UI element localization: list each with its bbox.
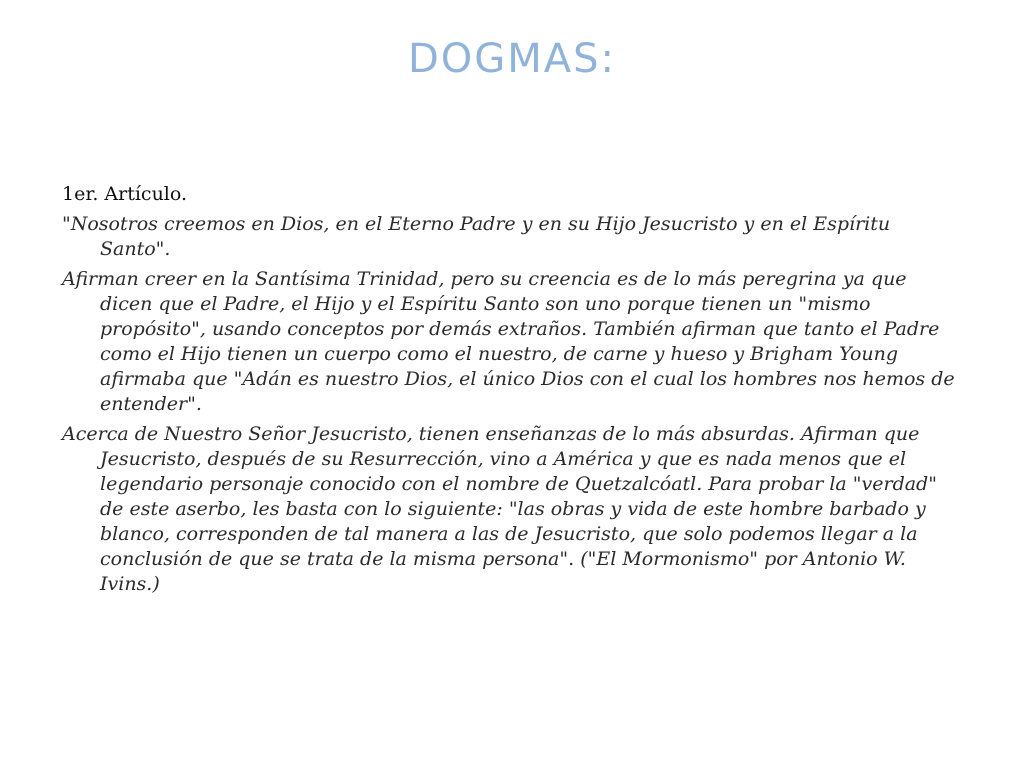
paragraph-trinity: Afirman creer en la Santísima Trinidad, pero su creencia es de lo más peregrina ya que dicen que el Padre, el Hijo y el Espíritu Santo son uno porque tienen un "mismo propósito", usando conceptos por demás extraños. También afirman que tanto el Padre como el Hijo tienen un cuerpo como el nuestro, de carne y hueso y Brigham Young afirmaba que "Adán es nuestro Dios, el único Dios con el cual los hombres nos hemos de entender".: [62, 268, 955, 415]
paragraph-creed: "Nosotros creemos en Dios, en el Eterno Padre y en su Hijo Jesucristo y en el Espíritu Santo".: [62, 213, 891, 260]
slide-title: DOGMAS:: [407, 36, 617, 82]
slide-body: [62, 182, 962, 602]
paragraph-jesus: Acerca de Nuestro Señor Jesucristo, tienen enseñanzas de lo más absurdas. Afirman que Jesucristo, después de su Resurrección, vino a América y que es nada menos que el legendario personaje conocido con el nombre de Quetzalcóatl. Para probar la "verdad" de este aserbo, les basta con lo siguiente: "las obras y vida de este hombre barbado y blanco, corresponden de tal manera a las de Jesucristo, que solo podemos llegar a la conclusión de que se trata de la misma persona". ("El Mormonismo" por Antonio W. Ivins.): [62, 423, 937, 595]
article-heading: 1er. Artículo.: [62, 183, 188, 205]
